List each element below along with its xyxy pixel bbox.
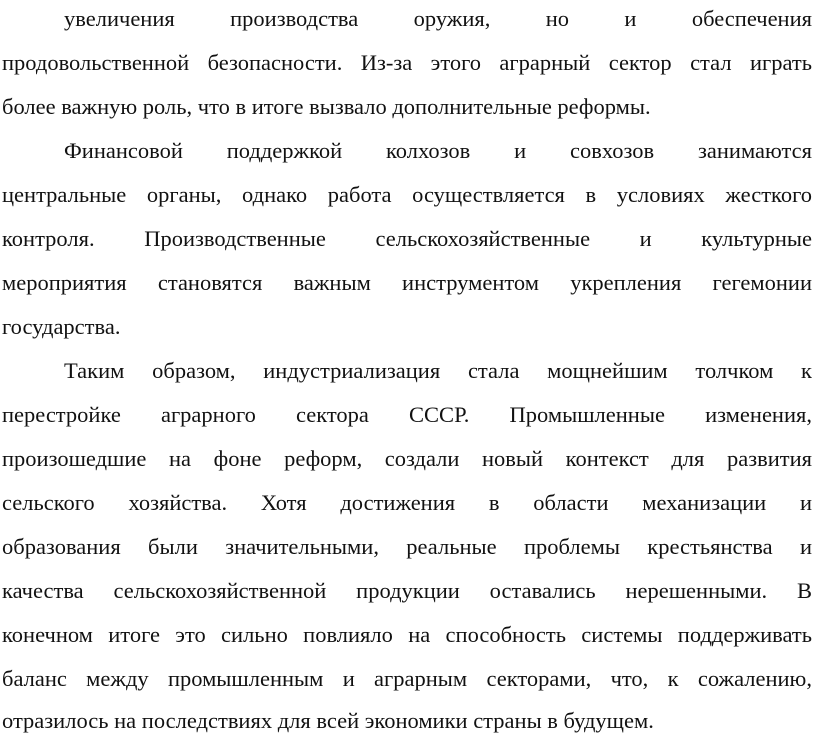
text-line: увеличения производства оружия, но и обеспечения bbox=[64, 6, 812, 31]
text-line: сельского хозяйства. Хотя достижения в области механизации и bbox=[2, 490, 812, 515]
paragraph-first-line: Таким образом, индустриализация стала мощнейшим толчком к bbox=[64, 358, 812, 383]
text-line: государства. bbox=[2, 314, 121, 339]
text-line: произошедшие на фоне реформ, создали новый контекст для развития bbox=[2, 446, 812, 471]
paragraph-first-line: Финансовой поддержкой колхозов и совхозов занимаются bbox=[64, 138, 812, 163]
text-line: перестройке аграрного сектора СССР. Промышленные изменения, bbox=[2, 402, 812, 427]
text-line: центральные органы, однако работа осуществляется в условиях жесткого bbox=[2, 182, 812, 207]
text-line: отразилось на последствиях для всей экономики страны в будущем. bbox=[2, 708, 654, 733]
text-line: продовольственной безопасности. Из-за этого аграрный сектор стал играть bbox=[2, 50, 812, 75]
text-line: конечном итоге это сильно повлияло на способность системы поддерживать bbox=[2, 622, 812, 647]
text-line: образования были значительными, реальные проблемы крестьянства и bbox=[2, 534, 812, 559]
text-line: контроля. Производственные сельскохозяйственные и культурные bbox=[2, 226, 812, 251]
text-line: баланс между промышленным и аграрным секторами, что, к сожалению, bbox=[2, 666, 812, 691]
text-line: более важную роль, что в итоге вызвало дополнительные реформы. bbox=[2, 94, 651, 119]
text-line: мероприятия становятся важным инструментом укрепления гегемонии bbox=[2, 270, 812, 295]
text-line: качества сельскохозяйственной продукции оставались нерешенными. В bbox=[2, 578, 812, 603]
